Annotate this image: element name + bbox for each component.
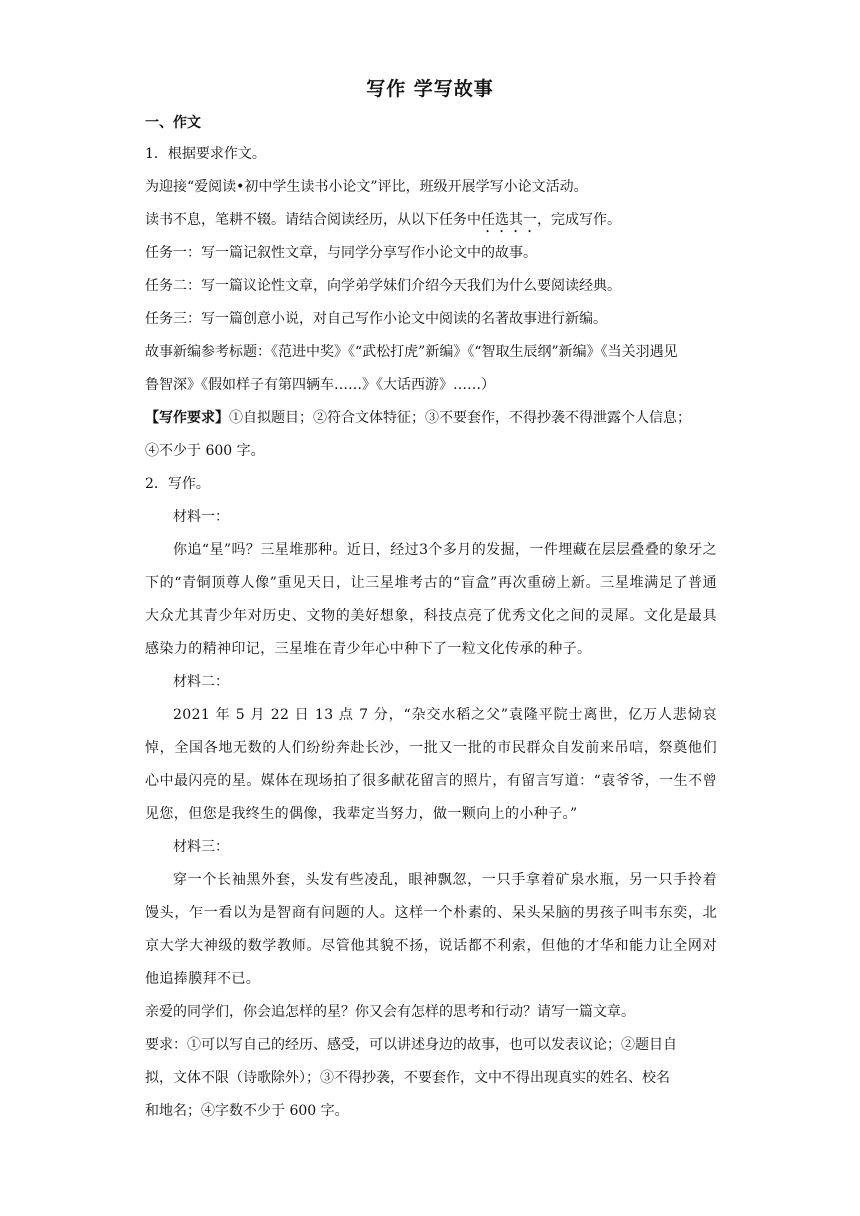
question-2-requirements-line-1: 要求：①可以写自己的经历、感受，可以讲述身边的故事，也可以发表议论；②题目自 — [145, 1037, 677, 1053]
question-2-number: 2．写作。 — [145, 476, 210, 492]
instruction-before: 读书不息，笔耕不辍。请结合阅读经历，从以下任务中 — [145, 212, 481, 228]
instruction-after: ，完成写作。 — [537, 212, 621, 228]
reference-titles-line-1: 故事新编参考标题：《范进中奖》《“武松打虎”新编》《“智取生辰纲”新编》《当关羽遇见 — [145, 344, 678, 360]
question-1-number: 1．根据要求作文。 — [145, 146, 266, 162]
task-1: 任务一：写一篇记叙性文章，与同学分享写作小论文中的故事。 — [145, 245, 537, 261]
material-2-text: 2021 年 5 月 22 日 13 点 7 分，“杂交水稻之父”袁隆平院士离世，亿万人悲恸哀悼，全国各地无数的人们纷纷奔赴长沙，一批又一批的市民群众自发前来吊唁，祭奠他们心中最闪亮的星。媒体在现场拍了很多献花留言的照片，有留言写道：“袁爷爷，一生不曾见您，但您是我终生的偶像，我辈定当努力，做一颗向上的小种子。” — [145, 707, 717, 822]
requirements-text: ①自拟题目；②符合文体特征；③不要套作，不得抄袭不得泄露个人信息； — [229, 410, 691, 426]
material-1-text: 你追“星”吗？三星堆那种。近日，经过3个多月的发掘，一件埋藏在层层叠叠的象牙之下的“青铜顶尊人像”重见天日，让三星堆考古的“盲盒”再次重磅上新。三星堆满足了普通大众尤其青少年对历史、文物的美好想象，科技点亮了优秀文化之间的灵犀。文化是最具感染力的精神印记，三星堆在青少年心中种下了一粒文化传承的种子。 — [145, 542, 717, 657]
material-1-label: 材料一： — [173, 509, 229, 525]
writing-requirements-line-1 — [145, 402, 717, 435]
section-heading: 一、作文 — [145, 115, 201, 131]
question-2-prompt: 亲爱的同学们，你会追怎样的星？你又会有怎样的思考和行动？请写一篇文章。 — [145, 1004, 635, 1020]
task-3: 任务三：写一篇创意小说，对自己写作小论文中阅读的名著故事进行新编。 — [145, 311, 607, 327]
material-3-text: 穿一个长袖黑外套，头发有些凌乱，眼神飘忽，一只手拿着矿泉水瓶，另一只手拎着馒头，乍一看以为是智商有问题的人。这样一个朴素的、呆头呆脑的男孩子叫韦东奕，北京大学大神级的数学教师。尽管他其貌不扬，说话都不利索，但他的才华和能力让全网对他追捧膜拜不已。 — [145, 872, 717, 987]
task-2: 任务二：写一篇议论性文章，向学弟学妹们介绍今天我们为什么要阅读经典。 — [145, 278, 621, 294]
question-1-instruction — [145, 204, 717, 237]
document-body — [145, 138, 717, 1128]
question-1-intro: 为迎接“爱阅读•初中学生读书小论文”评比，班级开展学写小论文活动。 — [145, 179, 588, 195]
requirements-label: 【写作要求】 — [145, 410, 229, 426]
question-2-requirements-line-2: 拟，文体不限（诗歌除外）；③不得抄袭，不要套作，文中不得出现真实的姓名、校名 — [145, 1070, 670, 1086]
reference-titles-line-2: 鲁智深》《假如样子有第四辆车……》《大话西游》……） — [145, 377, 495, 393]
instruction-emphasis: 任选其一 — [481, 212, 537, 228]
writing-requirements-line-2: ④不少于 600 字。 — [145, 443, 265, 459]
question-2-requirements-line-3: 和地名；④字数不少于 600 字。 — [145, 1103, 349, 1119]
material-2-label: 材料二： — [173, 674, 229, 690]
material-3-label: 材料三： — [173, 839, 229, 855]
page-title: 写作 学写故事 — [366, 78, 494, 100]
